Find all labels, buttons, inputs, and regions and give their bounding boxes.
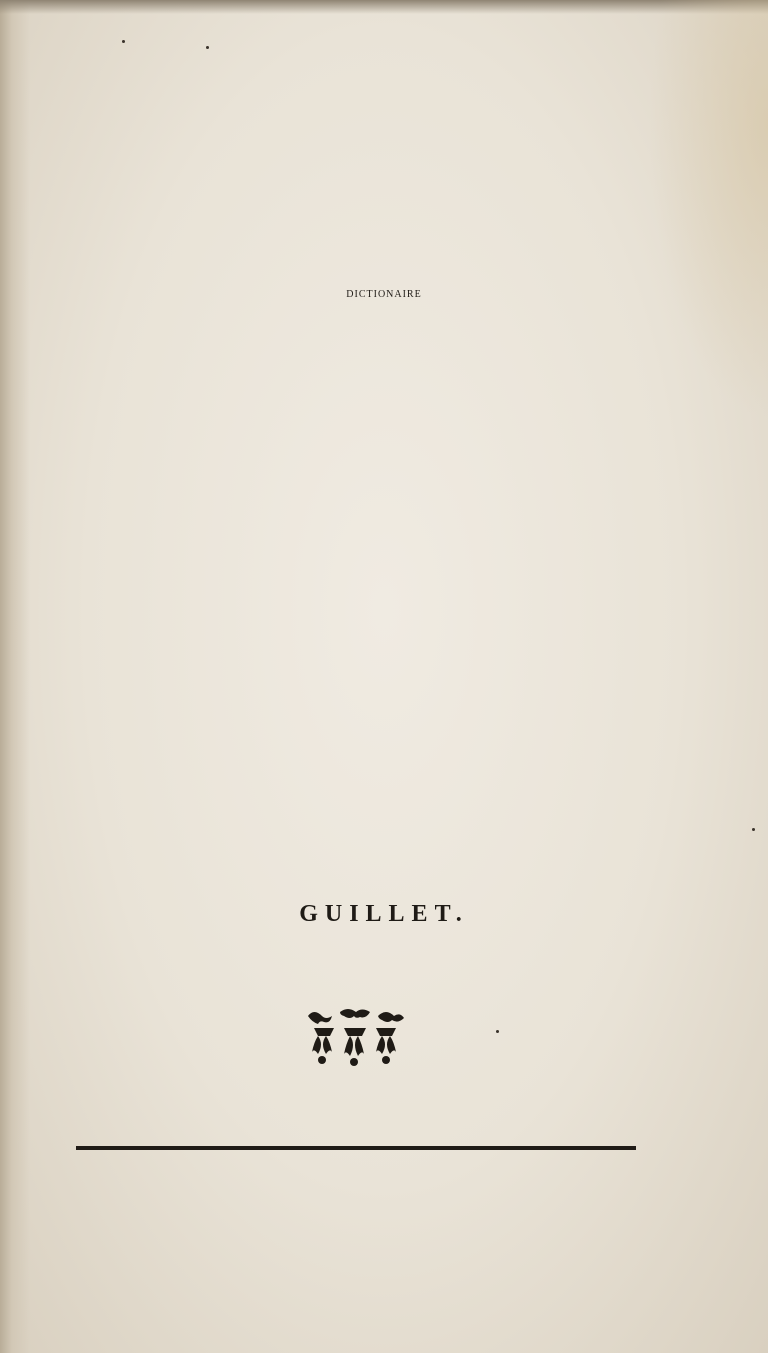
paper-speck <box>752 828 755 831</box>
author-name: GUILLET. <box>299 901 469 927</box>
horizontal-rule <box>76 1146 636 1150</box>
paper-speck <box>206 46 209 49</box>
printers-ornament-icon <box>300 1006 410 1068</box>
paper-speck <box>496 1030 499 1033</box>
title-line-dictionaire: DICTIONAIRE <box>346 289 422 300</box>
page-top-edge <box>0 0 768 14</box>
paper-speck <box>122 40 125 43</box>
author-line <box>0 902 768 926</box>
